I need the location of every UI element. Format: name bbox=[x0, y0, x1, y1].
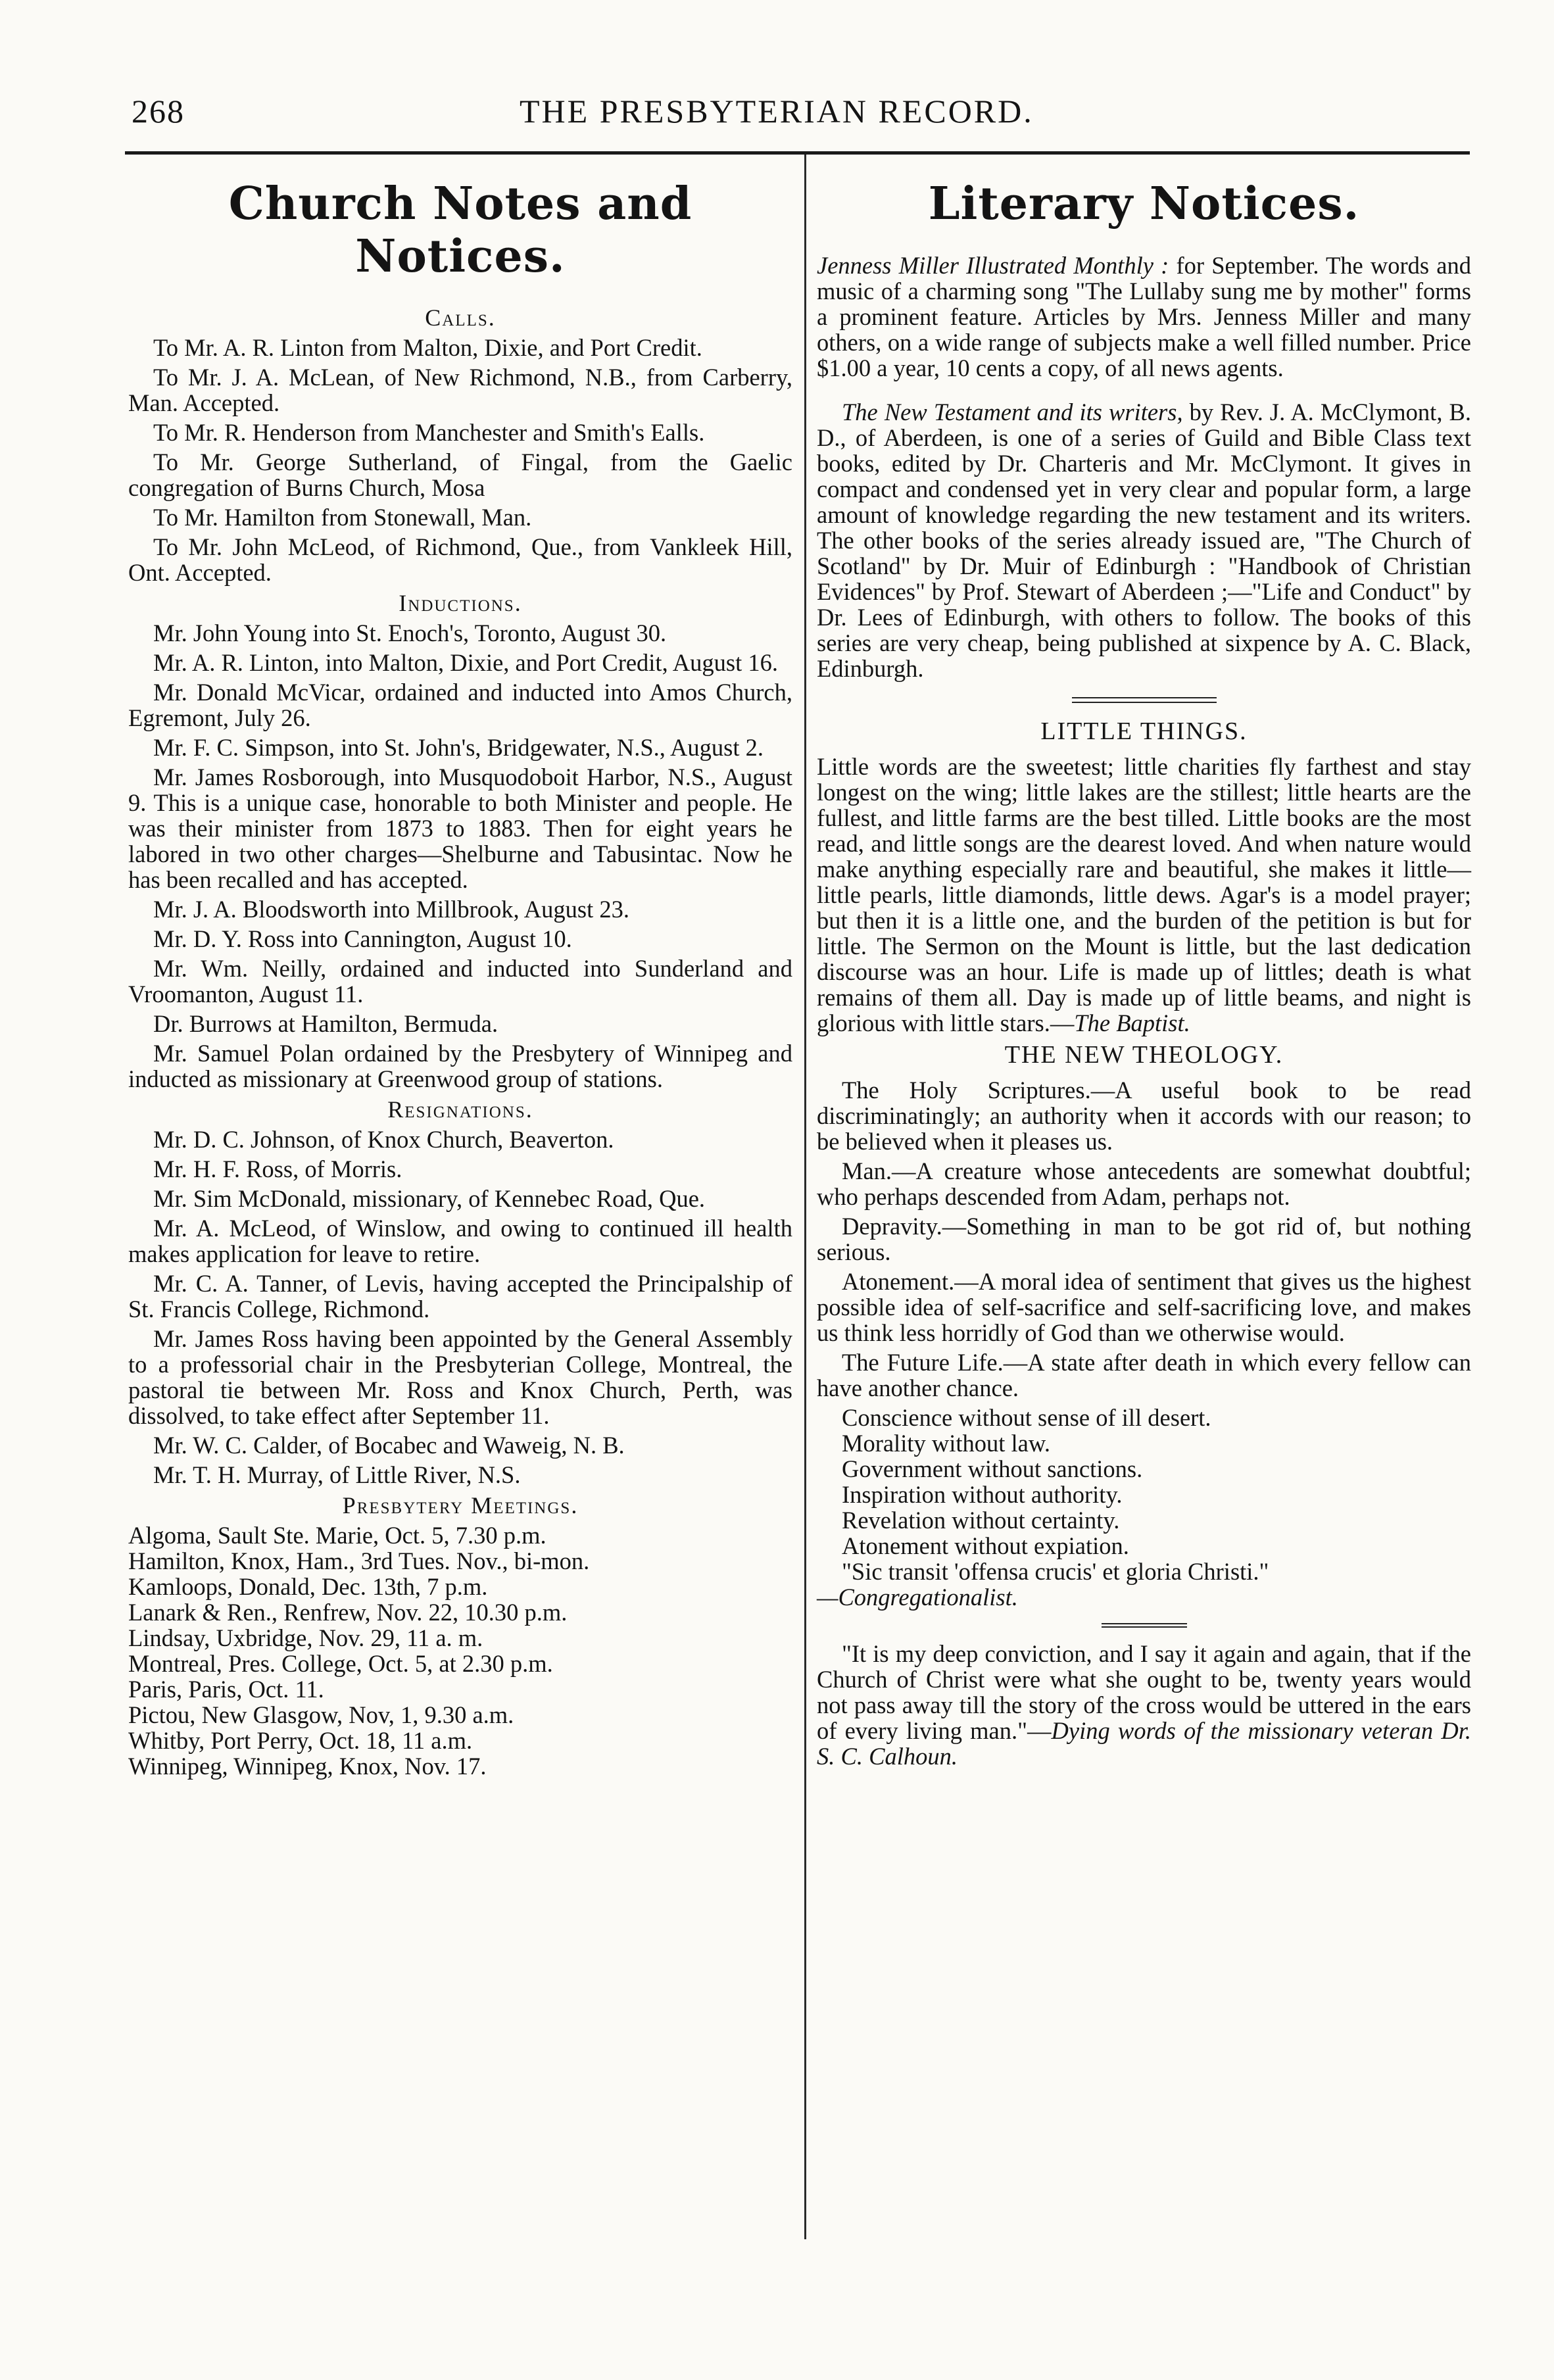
theology-item: The Future Life.—A state after death in which every fellow can have another chance. bbox=[817, 1349, 1471, 1401]
induction-item: Dr. Burrows at Hamilton, Bermuda. bbox=[153, 1010, 498, 1037]
resignation-item: Mr. Sim McDonald, missionary, of Kennebec Road, Que. bbox=[153, 1185, 706, 1212]
right-column bbox=[817, 164, 1471, 1773]
meetings-heading: Presbytery Meetings. bbox=[342, 1492, 579, 1518]
induction-item: Mr. F. C. Simpson, into St. John's, Bridgewater, N.S., August 2. bbox=[153, 734, 764, 761]
induction-item: Mr. Donald McVicar, ordained and inducted into Amos Church, Egremont, July 26. bbox=[128, 679, 792, 731]
resignation-item: Mr. W. C. Calder, of Bocabec and Waweig, N. B. bbox=[153, 1432, 625, 1459]
meeting-item: Kamloops, Donald, Dec. 13th, 7 p.m. bbox=[128, 1573, 488, 1600]
new-testament-notice bbox=[817, 399, 1471, 681]
inductions-heading: Inductions. bbox=[399, 590, 522, 616]
induction-item: Mr. J. A. Bloodsworth into Millbrook, August 23. bbox=[153, 896, 629, 923]
quote-body: "It is my deep conviction, and I say it again and again, that if the Church of Christ were what she ought to be, twenty years would not pass away till the story of the cross would be uttered in the ears of every living man."— bbox=[817, 1640, 1471, 1744]
induction-item: Mr. James Rosborough, into Musquodoboit Harbor, N.S., August 9. This is a unique case, honorable to both Minister and people. He was their minister from 1873 to 1883. Then for eight years he labored in two other charges—Shelburne and Tabusintac. Now he has been recalled and has accepted. bbox=[128, 764, 792, 893]
jenness-title: Jenness Miller Illustrated Monthly : bbox=[817, 252, 1169, 279]
theology-list-item: "Sic transit 'offensa crucis' et gloria Christi." bbox=[842, 1558, 1269, 1585]
call-item: To Mr. J. A. McLean, of New Richmond, N.B., from Carberry, Man. Accepted. bbox=[128, 364, 792, 416]
induction-item: Mr. John Young into St. Enoch's, Toronto, August 30. bbox=[153, 619, 667, 646]
meeting-item: Lindsay, Uxbridge, Nov. 29, 11 a. m. bbox=[128, 1624, 483, 1651]
induction-item: Mr. Wm. Neilly, ordained and inducted into Sunderland and Vroomanton, August 11. bbox=[128, 955, 792, 1008]
little-things-body: Little words are the sweetest; little charities fly farthest and stay longest on the wing; little lakes are the stillest; little hearts are the fullest, and little farms are the best tilled. Little books are the most read, and little songs are the dearest loved. And when nature would make anything especially rare and beautiful, she makes it little—little pearls, little diamonds, little dews. Agar's is a model prayer; but then it is a little one, and the burden of the petition is but for little. The Sermon on the Mount is little, but the last dedication discourse was an hour. Life is made up of littles; death is what remains of them all. Day is made up of little beams, and night is glorious with little stars.— bbox=[817, 753, 1471, 1036]
jenness-notice bbox=[817, 253, 1471, 381]
section-separator bbox=[1072, 697, 1217, 703]
theology-list-item: Government without sanctions. bbox=[842, 1455, 1143, 1482]
church-notes-heading: Church Notes and Notices. bbox=[228, 178, 692, 283]
theology-source bbox=[817, 1584, 1471, 1610]
resignations-heading: Resignations. bbox=[387, 1096, 533, 1123]
call-item: To Mr. A. R. Linton from Malton, Dixie, and Port Credit. bbox=[153, 334, 702, 361]
new-testament-text: by Rev. J. A. McClymont, B. D., of Aberdeen, is one of a series of Guild and Bible Class text books, edited by Dr. Charteris and Mr. McClymont. It gives in compact and condensed yet in very clear and popular form, a large amount of knowledge regarding the new testament and its writers. The other books of the series already issued are, "The Church of Scotland" by Dr. Muir of Edinburgh : "Handbook of Christian Evidences" by Prof. Stewart of Aberdeen ;—"Life and Conduct" by Dr. Lees of Edinburgh, with others to follow. The books of this series are very cheap, being published at sixpence by A. C. Black, Edinburgh. bbox=[817, 399, 1471, 682]
theology-list-item: Morality without law. bbox=[842, 1430, 1050, 1457]
call-item: To Mr. George Sutherland, of Fingal, from the Gaelic congregation of Burns Church, Mosa bbox=[128, 449, 792, 501]
new-testament-title: The New Testament and its writers, bbox=[842, 399, 1183, 425]
little-things-source: The Baptist. bbox=[1074, 1009, 1190, 1036]
section-separator bbox=[1102, 1623, 1187, 1628]
theology-item: The Holy Scriptures.—A useful book to be read discriminatingly; an authority when it accords with our reason; to be believed when it pleases us. bbox=[817, 1077, 1471, 1155]
call-item: To Mr. R. Henderson from Manchester and Smith's Ealls. bbox=[153, 419, 705, 446]
meeting-item: Winnipeg, Winnipeg, Knox, Nov. 17. bbox=[128, 1753, 487, 1780]
quote-source: Dying words of the missionary veteran Dr. S. C. Calhoun. bbox=[817, 1717, 1471, 1770]
column-divider bbox=[804, 155, 806, 2239]
meeting-item: Pictou, New Glasgow, Nov, 1, 9.30 a.m. bbox=[128, 1701, 514, 1728]
header-rule bbox=[125, 151, 1470, 155]
journal-title: THE PRESBYTERIAN RECORD. bbox=[520, 93, 1034, 130]
resignation-item: Mr. T. H. Murray, of Little River, N.S. bbox=[153, 1461, 521, 1488]
call-item: To Mr. Hamilton from Stonewall, Man. bbox=[153, 504, 532, 531]
page-number: 268 bbox=[132, 93, 185, 130]
meeting-item: Algoma, Sault Ste. Marie, Oct. 5, 7.30 p.m. bbox=[128, 1522, 546, 1549]
theology-item: Atonement.—A moral idea of sentiment that gives us the highest possible idea of self-sacrifice and self-sacrificing love, and makes us think less horridly of God than we otherwise would. bbox=[817, 1268, 1471, 1346]
theology-list-item: Atonement without expiation. bbox=[842, 1532, 1129, 1559]
induction-item: Mr. Samuel Polan ordained by the Presbytery of Winnipeg and inducted as missionary at Greenwood group of stations. bbox=[128, 1040, 792, 1092]
resignation-item: Mr. D. C. Johnson, of Knox Church, Beaverton. bbox=[153, 1126, 614, 1153]
little-things-heading: LITTLE THINGS. bbox=[1040, 717, 1248, 745]
new-theology-heading: THE NEW THEOLOGY. bbox=[1004, 1041, 1284, 1069]
calhoun-quote bbox=[817, 1641, 1471, 1769]
calls-heading: Calls. bbox=[425, 304, 496, 331]
resignation-item: Mr. H. F. Ross, of Morris. bbox=[153, 1155, 402, 1182]
meeting-item: Paris, Paris, Oct. 11. bbox=[128, 1676, 324, 1703]
call-item: To Mr. John McLeod, of Richmond, Que., from Vankleek Hill, Ont. Accepted. bbox=[128, 533, 792, 586]
meeting-item: Whitby, Port Perry, Oct. 18, 11 a.m. bbox=[128, 1727, 473, 1754]
resignation-item: Mr. C. A. Tanner, of Levis, having accepted the Principalship of St. Francis College, Richmond. bbox=[128, 1270, 792, 1323]
theology-list-item: Conscience without sense of ill desert. bbox=[842, 1404, 1211, 1431]
induction-item: Mr. A. R. Linton, into Malton, Dixie, and Port Credit, August 16. bbox=[153, 649, 779, 676]
little-things-text bbox=[817, 754, 1471, 1036]
literary-notices-heading: Literary Notices. bbox=[928, 178, 1360, 230]
theology-source-text: —Congregationalist. bbox=[817, 1584, 1018, 1611]
theology-list-item: Revelation without certainty. bbox=[842, 1507, 1120, 1534]
meeting-item: Hamilton, Knox, Ham., 3rd Tues. Nov., bi-mon. bbox=[128, 1547, 590, 1574]
theology-item: Depravity.—Something in man to be got rid of, but nothing serious. bbox=[817, 1213, 1471, 1265]
left-column bbox=[128, 164, 792, 1779]
theology-list-item: Inspiration without authority. bbox=[842, 1481, 1123, 1508]
theology-item: Man.—A creature whose antecedents are somewhat doubtful; who perhaps descended from Adam, perhaps not. bbox=[817, 1157, 1471, 1210]
induction-item: Mr. D. Y. Ross into Cannington, August 10. bbox=[153, 925, 572, 952]
meeting-item: Lanark & Ren., Renfrew, Nov. 22, 10.30 p.m. bbox=[128, 1599, 568, 1626]
resignation-item: Mr. James Ross having been appointed by the General Assembly to a professorial chair in the Presbyterian College, Montreal, the pastoral tie between Mr. Ross and Knox Church, Perth, was dissolved, to take effect after September 11. bbox=[128, 1325, 792, 1429]
meeting-item: Montreal, Pres. College, Oct. 5, at 2.30 p.m. bbox=[128, 1650, 553, 1677]
resignation-item: Mr. A. McLeod, of Winslow, and owing to continued ill health makes application for leave to retire. bbox=[128, 1215, 792, 1267]
jenness-text: for September. The words and music of a charming song "The Lullaby sung me by mother" forms a prominent feature. Articles by Mrs. Jenness Miller and many others, on a wide range of subjects make a well filled number. Price $1.00 a year, 10 cents a copy, of all news agents. bbox=[817, 252, 1471, 381]
